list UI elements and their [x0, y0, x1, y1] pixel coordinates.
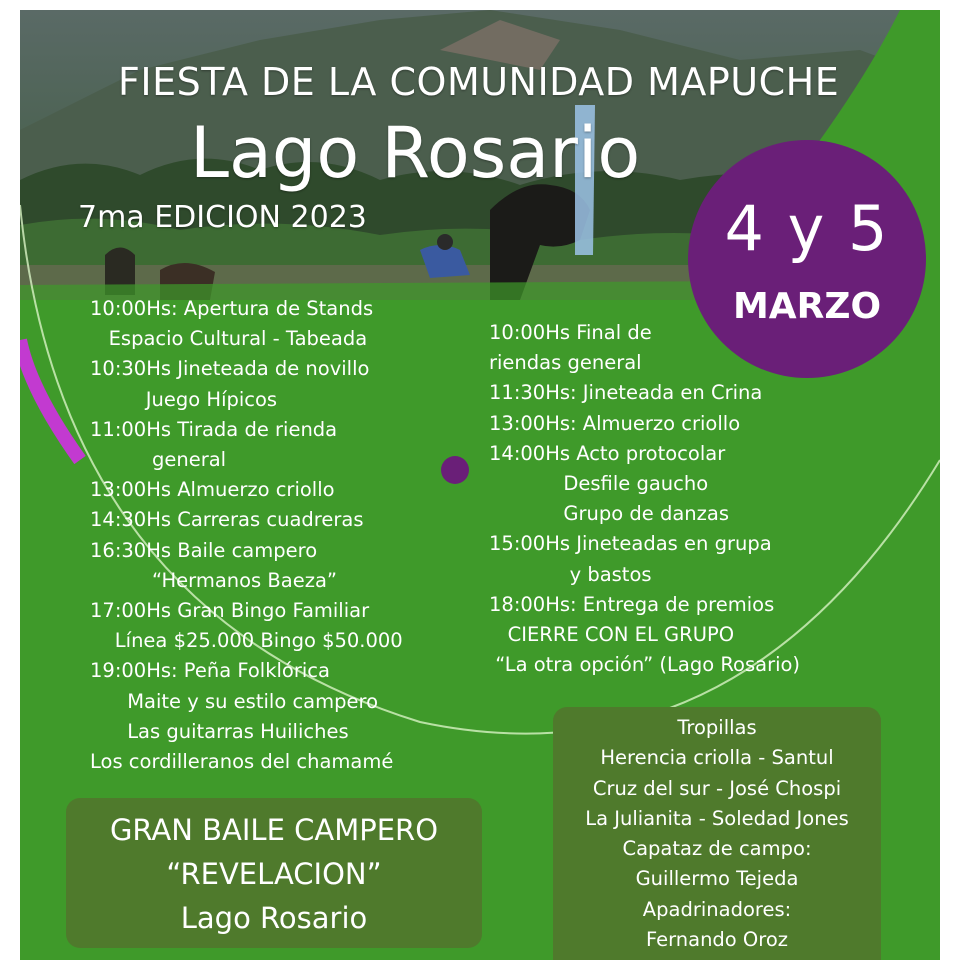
- schedule-day-1: [90, 294, 403, 777]
- tropillas-line: Apadrinadores:: [642, 897, 792, 921]
- tropillas-line: Tropillas: [677, 716, 757, 739]
- schedule-day-2: [489, 318, 800, 680]
- tropillas-box: [553, 707, 881, 960]
- schedule-line: 18:00Hs: Entrega de premios: [489, 592, 775, 616]
- schedule-line: 11:30Hs: Jineteada en Crina: [489, 381, 763, 405]
- schedule-line: 10:00Hs: Apertura de Stands: [90, 297, 374, 320]
- schedule-line: Los cordilleranos del chamamé: [90, 750, 394, 774]
- schedule-line: 11:00Hs Tirada de rienda: [90, 417, 338, 441]
- schedule-line: 15:00Hs Jineteadas en grupa: [489, 532, 772, 556]
- tropillas-line: Fernando Oroz: [645, 928, 789, 952]
- tropillas-line: Guillermo Tejeda: [635, 867, 799, 891]
- schedule-line: Maite y su estilo campero: [90, 689, 379, 713]
- schedule-line: Espacio Cultural - Tabeada: [90, 327, 368, 351]
- schedule-line: 16:30Hs Baile campero: [90, 538, 318, 562]
- schedule-line: y bastos: [489, 562, 652, 586]
- schedule-line: Juego Hípicos: [90, 387, 278, 411]
- schedule-line: “Hermanos Baeza”: [90, 568, 338, 592]
- schedule-line: 14:00Hs Acto protocolar: [489, 441, 726, 465]
- schedule-line: Línea $25.000 Bingo $50.000: [90, 629, 403, 653]
- schedule-line: “La otra opción” (Lago Rosario): [489, 653, 801, 677]
- date-month: MARZO: [732, 286, 882, 327]
- baile-box: [66, 798, 482, 948]
- schedule-line: general: [90, 448, 227, 472]
- baile-line: Lago Rosario: [180, 901, 368, 935]
- schedule-line: 10:00Hs Final de: [489, 321, 652, 344]
- event-title: FIESTA DE LA COMUNIDAD MAPUCHE: [118, 60, 840, 104]
- baile-line: “REVELACION”: [166, 857, 382, 891]
- schedule-line: 14:30Hs Carreras cuadreras: [90, 508, 364, 532]
- schedule-line: Desfile gaucho: [489, 472, 709, 496]
- event-location: Lago Rosario: [190, 112, 641, 194]
- schedule-line: Grupo de danzas: [489, 502, 729, 526]
- schedule-line: 17:00Hs Gran Bingo Familiar: [90, 599, 370, 623]
- tropillas-line: La Julianita - Soledad Jones: [585, 806, 849, 830]
- schedule-line: CIERRE CON EL GRUPO: [489, 623, 735, 647]
- tropillas-line: Cruz del sur - José Chospi: [592, 776, 842, 800]
- date-days: 4 y 5: [724, 192, 890, 265]
- baile-line: GRAN BAILE CAMPERO: [109, 813, 439, 847]
- schedule-line: 13:00Hs: Almuerzo criollo: [489, 411, 741, 435]
- schedule-line: riendas general: [489, 351, 642, 375]
- schedule-line: Las guitarras Huiliches: [90, 719, 349, 743]
- tropillas-line: Capataz de campo:: [622, 837, 812, 861]
- schedule-line: 10:30Hs Jineteada de novillo: [90, 357, 370, 381]
- event-poster: [20, 10, 940, 960]
- edition-label: 7ma EDICION 2023: [78, 200, 367, 235]
- tropillas-line: Herencia criolla - Santul: [600, 746, 834, 770]
- schedule-line: 19:00Hs: Peña Folklórica: [90, 659, 330, 683]
- schedule-line: 13:00Hs Almuerzo criollo: [90, 478, 335, 502]
